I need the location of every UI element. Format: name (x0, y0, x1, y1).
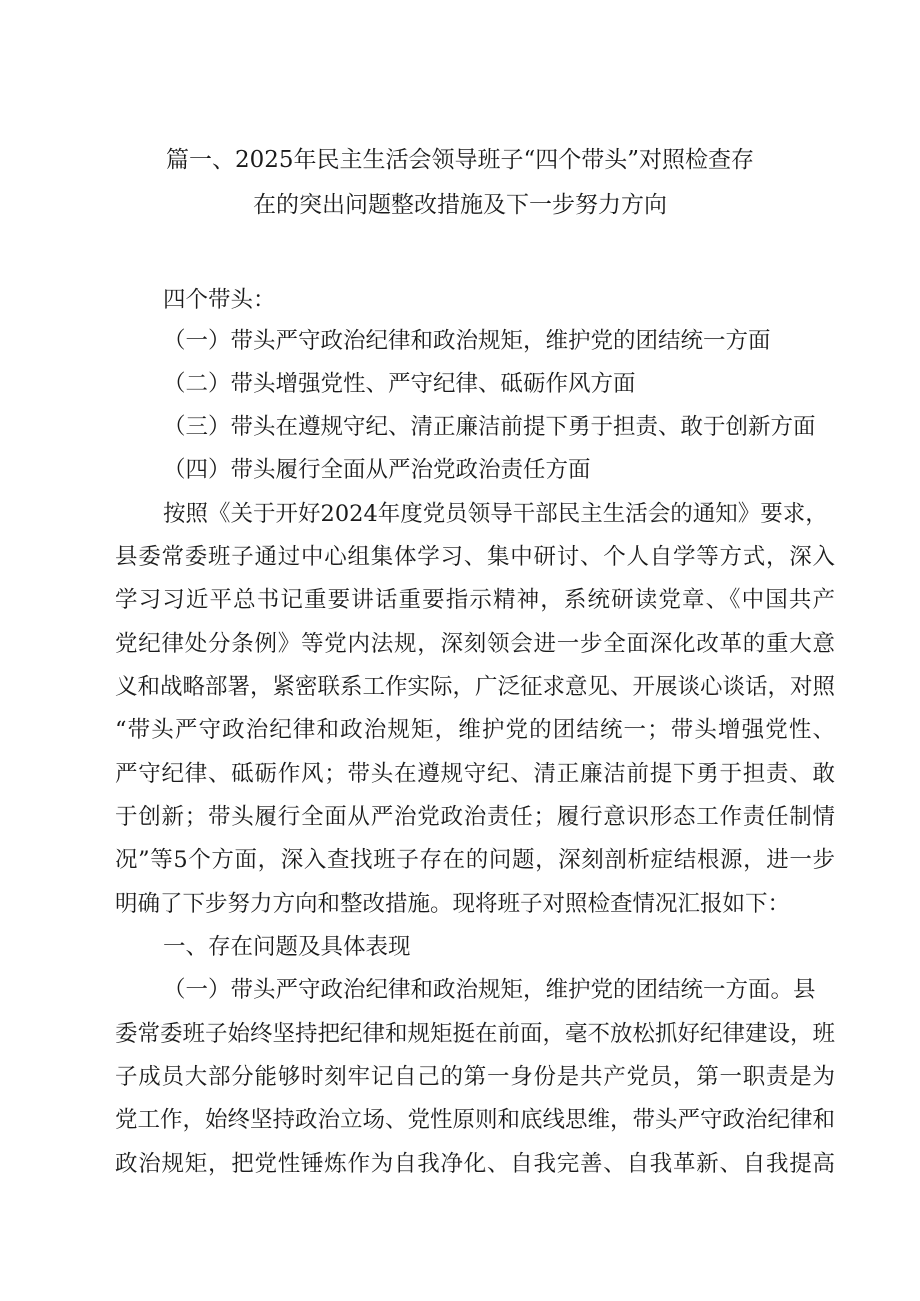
four-heads-item-2: （二）带头增强党性、严守纪律、砥砺作风方面 (163, 371, 636, 397)
intro-line-6: “带头严守政治纪律和政治规矩，维护党的团结统一；带头增强党性、 (115, 717, 835, 743)
intro-line-7: 严守纪律、砥砺作风；带头在遵规守纪、清正廉洁前提下勇于担责、敢 (115, 761, 835, 787)
section1-line-5: 政治规矩，把党性锤炼作为自我净化、自我完善、自我革新、自我提高 (115, 1151, 835, 1177)
intro-line-5: 义和战略部署，紧密联系工作实际，广泛征求意见、开展谈心谈话，对照 (115, 674, 836, 700)
four-heads-item-3: （三）带头在遵规守纪、清正廉洁前提下勇于担责、敢于创新方面 (163, 414, 816, 440)
section1-line-3: 子成员大部分能够时刻牢记自己的第一身份是共产党员，第一职责是为 (115, 1064, 835, 1090)
document-title-line-2: 在的突出问题整改措施及下一步努力方向 (253, 192, 667, 218)
section1-line-4: 党工作，始终坚持政治立场、党性原则和底线思维，带头严守政治纪律和 (115, 1107, 836, 1133)
intro-line-1: 按照《关于开好2024年度党员领导干部民主生活会的通知》要求， (163, 501, 828, 527)
section1-line-2: 委常委班子始终坚持把纪律和规矩挺在前面，毫不放松抓好纪律建设，班 (115, 1021, 836, 1047)
four-heads-heading: 四个带头： (163, 287, 276, 313)
section1-line-1: （一）带头严守政治纪律和政治规矩，维护党的团结统一方面。县 (163, 977, 816, 1003)
four-heads-item-1: （一）带头严守政治纪律和政治规矩，维护党的团结统一方面 (163, 328, 771, 354)
four-heads-item-4: （四）带头履行全面从严治党政治责任方面 (163, 457, 591, 483)
intro-line-10: 明确了下步努力方向和整改措施。现将班子对照检查情况汇报如下： (115, 891, 791, 917)
section1-heading: 一、存在问题及具体表现 (163, 934, 411, 960)
intro-line-9: 况”等5个方面，深入查找班子存在的问题，深刻剖析症结根源，进一步 (115, 847, 835, 873)
intro-line-8: 于创新；带头履行全面从严治党政治责任；履行意识形态工作责任制情 (115, 804, 835, 830)
intro-line-3: 学习习近平总书记重要讲话重要指示精神，系统研读党章、《中国共产 (115, 587, 835, 613)
document-title-line-1: 篇一、2025年民主生活会领导班子“四个带头”对照检查存 (165, 147, 755, 173)
intro-line-2: 县委常委班子通过中心组集体学习、集中研讨、个人自学等方式，深入 (115, 544, 835, 570)
intro-line-4: 党纪律处分条例》等党内法规，深刻领会进一步全面深化改革的重大意 (115, 631, 835, 657)
